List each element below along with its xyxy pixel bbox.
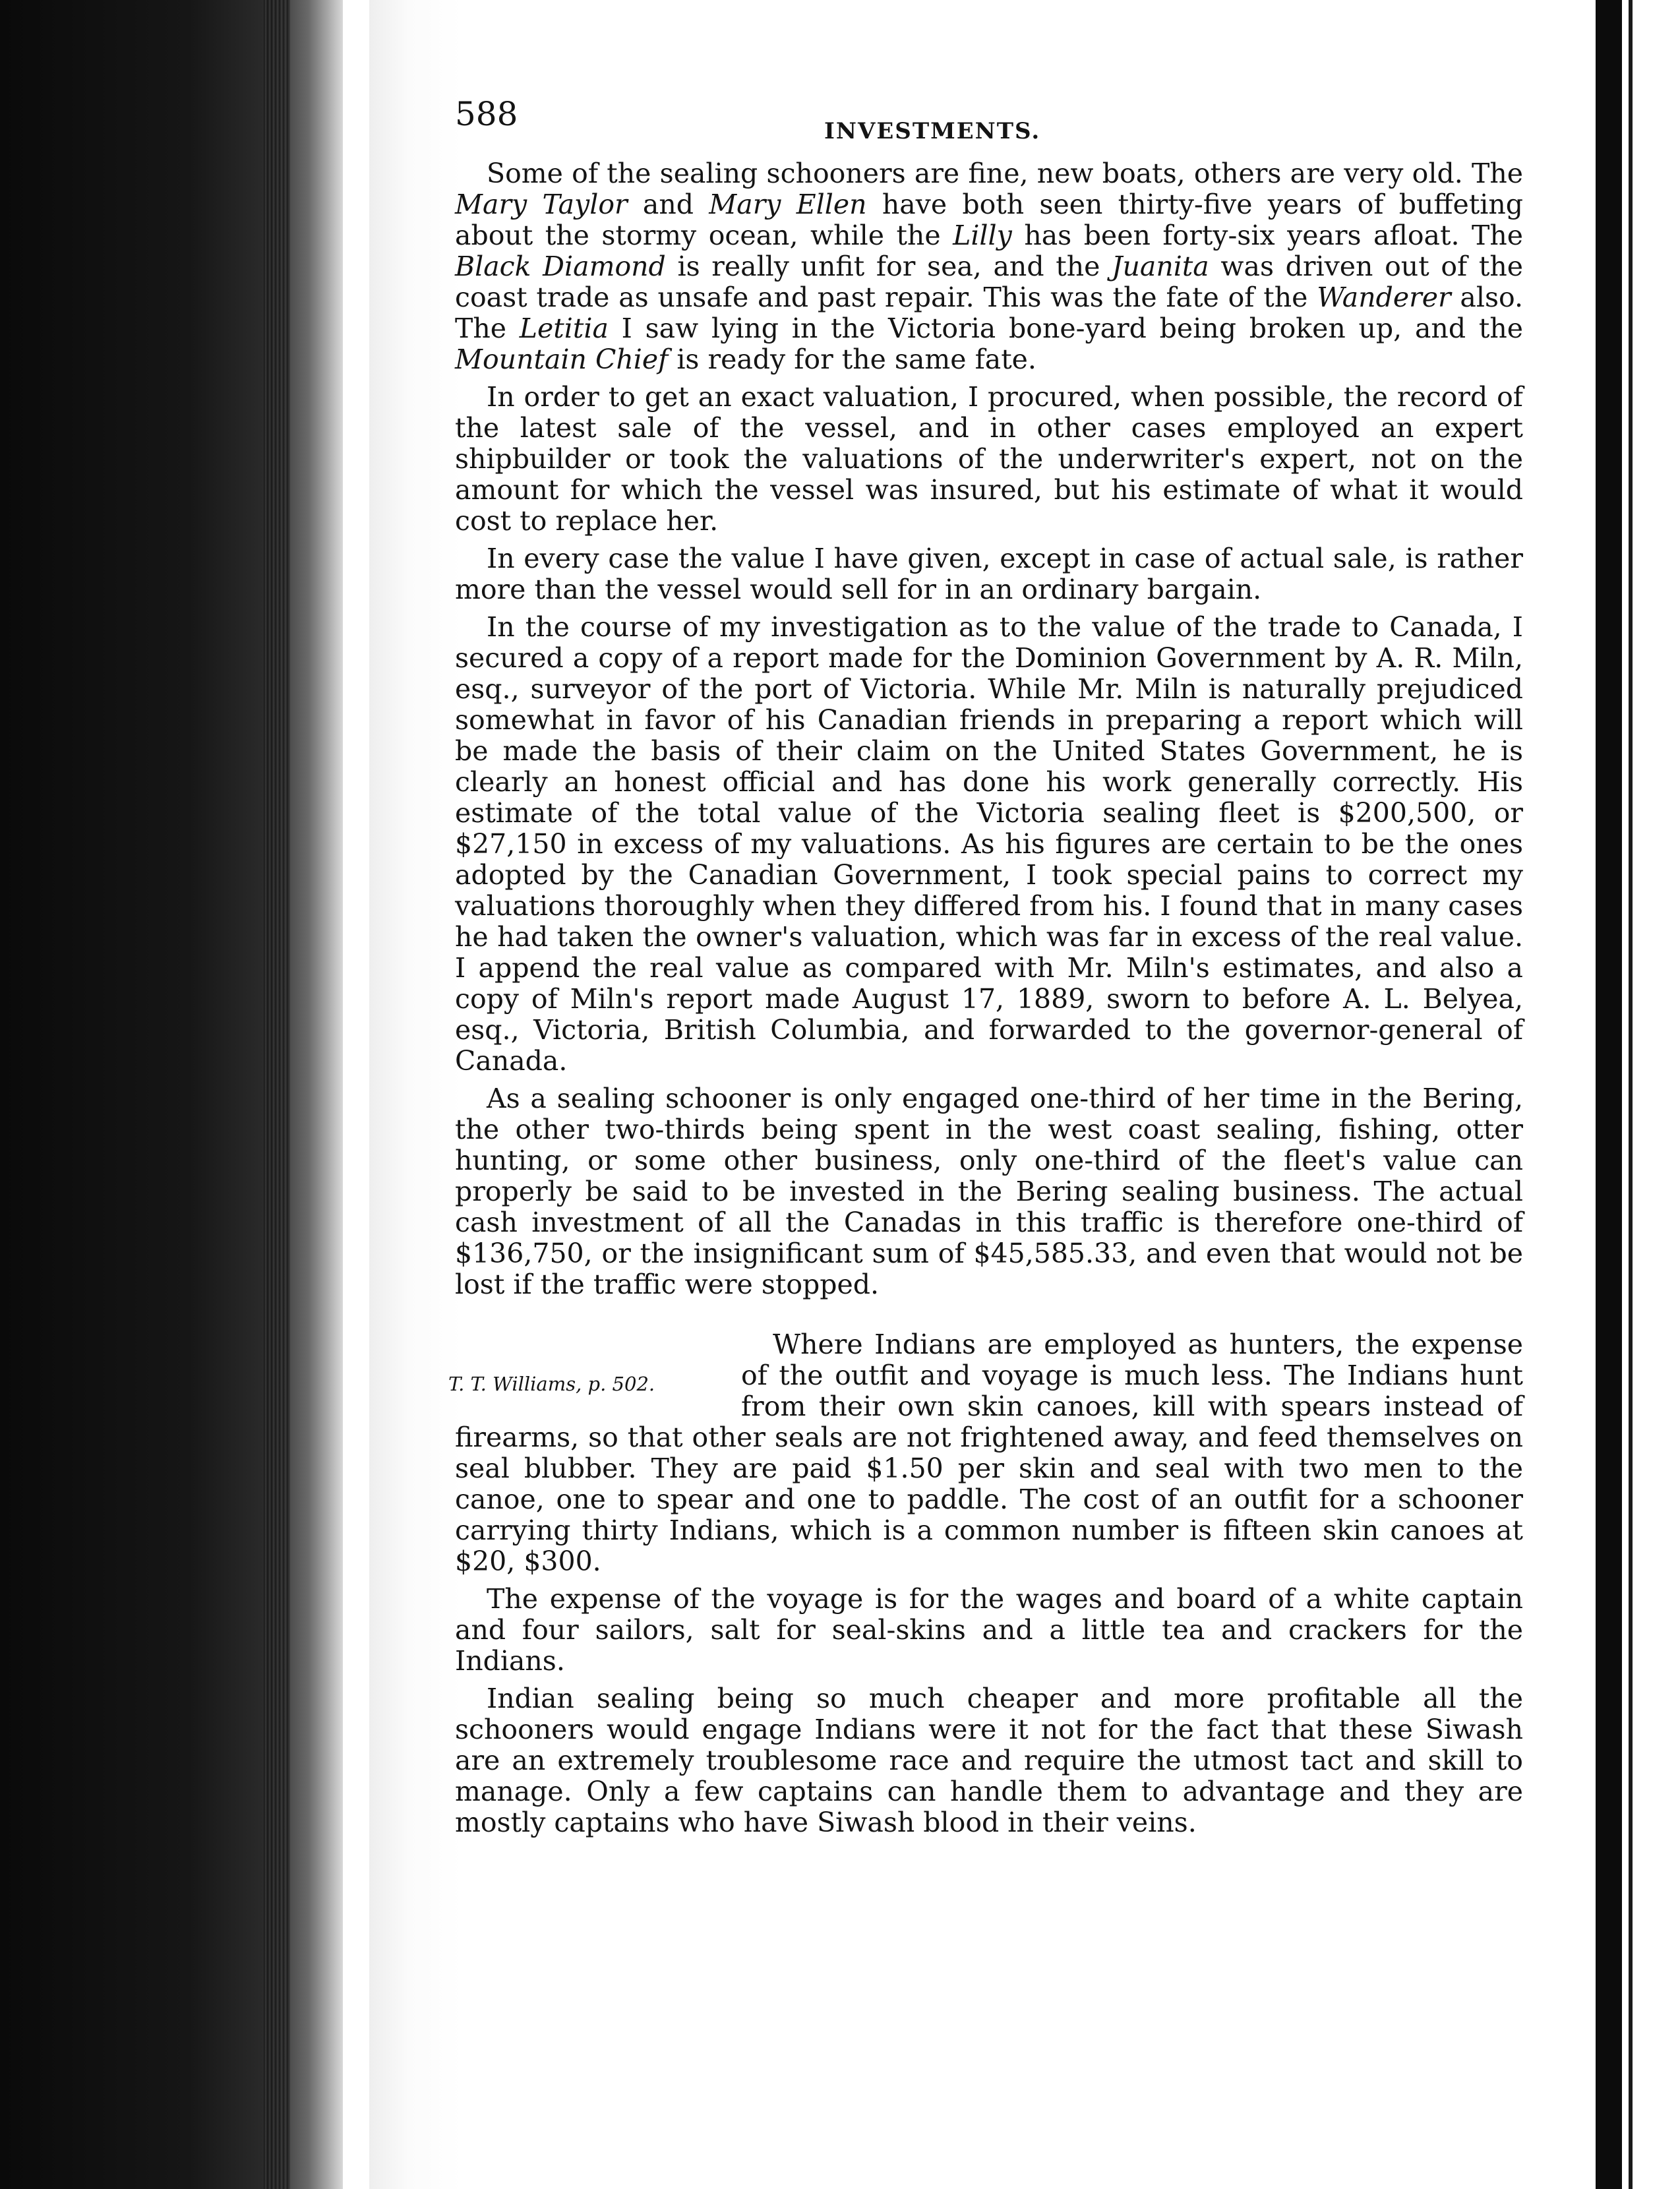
section-paragraphs — [455, 1329, 1523, 1838]
page-sheet — [369, 0, 1596, 2189]
right-page-edge — [1596, 0, 1622, 2189]
italic-vessel-name: Mary Taylor — [455, 189, 628, 220]
italic-vessel-name: Mountain Chief — [455, 344, 669, 375]
page-text-block — [448, 95, 1523, 1845]
italic-vessel-name: Mary Ellen — [709, 189, 867, 220]
side-note-citation: T. T. Williams, p. 502. — [448, 1373, 655, 1395]
text-run: is really unfit for sea, and the — [665, 251, 1112, 282]
text-run: was driven out of the coast trade as unsafe and past repair. This was the fate of the — [455, 251, 1523, 313]
paragraph — [455, 543, 1523, 605]
text-run: I saw lying in the Victoria bone-yard being broken up, and the — [608, 313, 1523, 344]
text-run: has been forty-six years afloat. The — [1011, 220, 1523, 251]
paragraph — [455, 1683, 1523, 1838]
italic-vessel-name: Letitia — [519, 313, 609, 344]
page-number: 588 — [455, 95, 518, 133]
text-run: Where Indians are employed as hunters, the expense of the outfit and voyage is much less. The Indians hunt from their own skin canoes, kill with spears instead of firearms, so that other seals are not frightened away, and feed themselves on seal blubber. They are paid $1.50 per skin and seal with two men to the canoe, one to spear and one to paddle. The cost of an outfit for a schooner carrying thirty Indians, which is a common number is fifteen skin canoes at $20, $300. — [455, 1329, 1523, 1577]
paragraph — [455, 158, 1523, 375]
text-run: The expense of the voyage is for the wages and board of a white captain and four sailors, salt for seal-skins and a little tea and crackers for the Indians. — [455, 1583, 1523, 1677]
text-run: In order to get an exact valuation, I procured, when possible, the record of the latest sale of the vessel, and in other cases employed an expert shipbuilder or took the valuations of the underwriter's expert, not on the amount for which the vessel was insured, but his estimate of what it would cost to replace her. — [455, 381, 1523, 537]
paragraph — [455, 382, 1523, 537]
text-run: and — [627, 189, 709, 220]
italic-vessel-name: Lilly — [953, 220, 1012, 251]
text-run: also. The — [455, 282, 1523, 344]
paragraph — [455, 1083, 1523, 1300]
paragraph — [455, 1584, 1523, 1677]
paragraph — [455, 1329, 1523, 1577]
text-run: Some of the sealing schooners are fine, new boats, others are very old. The — [487, 158, 1523, 189]
italic-vessel-name: Wanderer — [1317, 282, 1451, 313]
text-run: have both seen thirty-five years of buffeting about the stormy ocean, while the — [455, 189, 1523, 251]
page-header — [455, 95, 1523, 158]
text-run: is ready for the same fate. — [668, 344, 1036, 375]
text-run: In every case the value I have given, except in case of actual sale, is rather more than the vessel would sell for in an ordinary bargain. — [455, 543, 1523, 605]
italic-vessel-name: Juanita — [1112, 251, 1209, 282]
page-stack-edge — [264, 0, 290, 2189]
italic-vessel-name: Black Diamond — [455, 251, 666, 282]
text-run: Indian sealing being so much cheaper and more profitable all the schooners would engage Indians were it not for the fact that these Siwash are an extremely troublesome race and require the utmost tact and skill to manage. Only a few captains can handle them to advantage and they are mostly captains who have Siwash blood in their veins. — [455, 1683, 1523, 1838]
right-page-edge-line — [1629, 0, 1633, 2189]
paragraph — [455, 612, 1523, 1077]
body-paragraphs — [455, 158, 1523, 1300]
indian-hunters-section — [448, 1329, 1523, 1838]
book-gutter — [0, 0, 343, 2189]
text-run: As a sealing schooner is only engaged one-third of her time in the Bering, the other two-thirds being spent in the west coast sealing, fishing, otter hunting, or some other business, only one-third of the fleet's value can properly be said to be invested in the Bering sealing business. The actual cash investment of all the Canadas in this traffic is therefore one-third of $136,750, or the insignificant sum of $45,585.33, and even that would not be lost if the traffic were stopped. — [455, 1083, 1523, 1300]
running-head: INVESTMENTS. — [824, 118, 1041, 144]
text-run: In the course of my investigation as to the value of the trade to Canada, I secured a copy of a report made for the Dominion Government by A. R. Miln, esq., surveyor of the port of Victoria. While Mr. Miln is naturally prejudiced somewhat in favor of his Canadian friends in preparing a report which will be made the basis of their claim on the United States Government, he is clearly an honest official and has done his work generally correctly. His estimate of the total value of the Victoria sealing fleet is $200,500, or $27,150 in excess of my valuations. As his figures are certain to be the ones adopted by the Canadian Government, I took special pains to correct my valuations thoroughly when they differed from his. I found that in many cases he had taken the owner's valuation, which was far in excess of the real value. I append the real value as compared with Mr. Miln's estimates, and also a copy of Miln's report made August 17, 1889, sworn to before A. L. Belyea, esq., Victoria, British Columbia, and forwarded to the governor-general of Canada. — [455, 611, 1523, 1077]
